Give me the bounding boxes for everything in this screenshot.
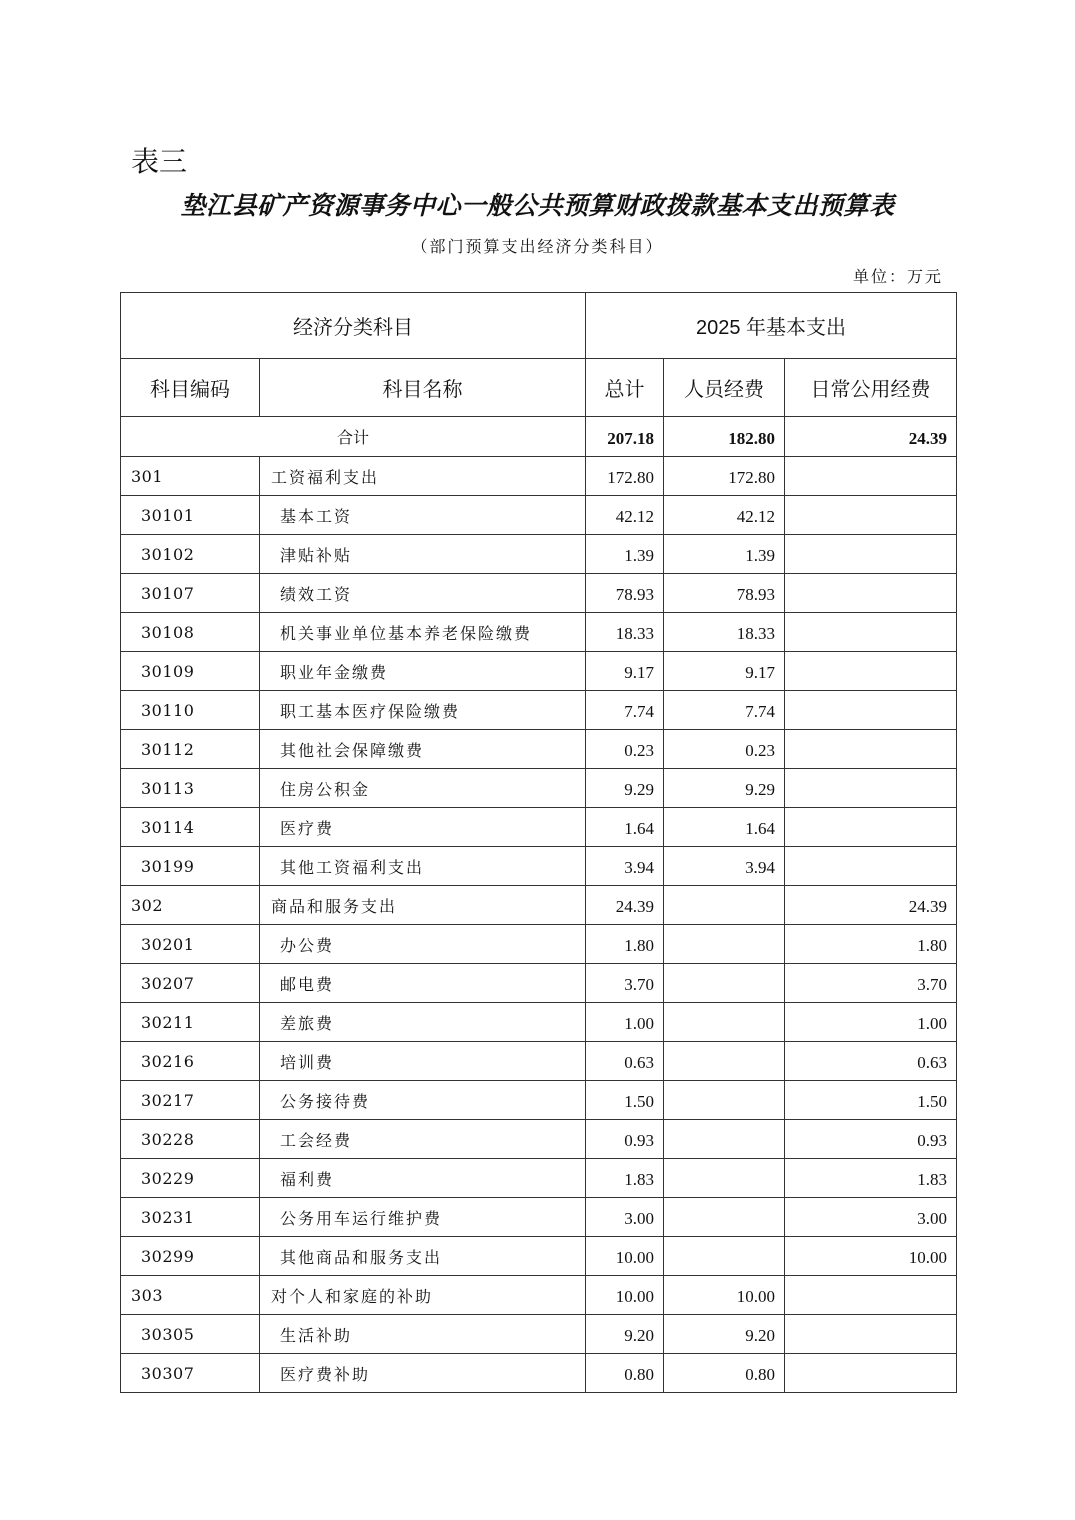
row-total: 1.83 [586, 1159, 664, 1198]
row-total: 0.23 [586, 730, 664, 769]
total-sum: 207.18 [586, 417, 664, 457]
table-row [121, 1198, 957, 1237]
row-public [785, 613, 957, 652]
row-name: 津贴补贴 [260, 535, 586, 574]
table-row [121, 613, 957, 652]
row-public [785, 691, 957, 730]
row-total: 42.12 [586, 496, 664, 535]
row-code: 30112 [121, 730, 260, 769]
row-public: 10.00 [785, 1237, 957, 1276]
row-total: 0.80 [586, 1354, 664, 1393]
row-name: 培训费 [260, 1042, 586, 1081]
row-personnel [664, 964, 785, 1003]
table-row [121, 925, 957, 964]
row-code: 30231 [121, 1198, 260, 1237]
row-total: 10.00 [586, 1276, 664, 1315]
row-personnel [664, 1237, 785, 1276]
unit-label: 单位：万元 [852, 267, 943, 286]
row-total: 1.50 [586, 1081, 664, 1120]
row-name: 机关事业单位基本养老保险缴费 [260, 613, 586, 652]
header-public: 日常公用经费 [785, 359, 957, 417]
row-code: 30229 [121, 1159, 260, 1198]
row-total: 9.17 [586, 652, 664, 691]
table-row [121, 886, 957, 925]
table-row [121, 1159, 957, 1198]
row-total: 1.39 [586, 535, 664, 574]
row-code: 30108 [121, 613, 260, 652]
row-personnel: 18.33 [664, 613, 785, 652]
row-name: 福利费 [260, 1159, 586, 1198]
row-name: 其他商品和服务支出 [260, 1237, 586, 1276]
row-code: 302 [121, 886, 260, 925]
row-public [785, 535, 957, 574]
row-public [785, 652, 957, 691]
row-code: 30217 [121, 1081, 260, 1120]
table-row [121, 652, 957, 691]
row-total: 1.80 [586, 925, 664, 964]
row-personnel [664, 1081, 785, 1120]
row-total: 1.00 [586, 1003, 664, 1042]
row-name: 基本工资 [260, 496, 586, 535]
row-public: 0.63 [785, 1042, 957, 1081]
table-row [121, 535, 957, 574]
row-public [785, 1276, 957, 1315]
row-name: 职工基本医疗保险缴费 [260, 691, 586, 730]
row-code: 30114 [121, 808, 260, 847]
row-public [785, 496, 957, 535]
row-total: 1.64 [586, 808, 664, 847]
table-row [121, 691, 957, 730]
row-public [785, 730, 957, 769]
table-row [121, 847, 957, 886]
row-code: 30113 [121, 769, 260, 808]
row-name: 绩效工资 [260, 574, 586, 613]
row-code: 30211 [121, 1003, 260, 1042]
row-name: 公务用车运行维护费 [260, 1198, 586, 1237]
row-code: 301 [121, 457, 260, 496]
row-personnel: 9.20 [664, 1315, 785, 1354]
row-code: 30305 [121, 1315, 260, 1354]
row-personnel: 172.80 [664, 457, 785, 496]
page-subtitle: （部门预算支出经济分类科目） [411, 237, 664, 256]
row-public [785, 769, 957, 808]
row-name: 邮电费 [260, 964, 586, 1003]
row-total: 172.80 [586, 457, 664, 496]
row-total: 18.33 [586, 613, 664, 652]
row-total: 24.39 [586, 886, 664, 925]
table-row [121, 1315, 957, 1354]
row-public: 1.80 [785, 925, 957, 964]
row-code: 30101 [121, 496, 260, 535]
row-name: 公务接待费 [260, 1081, 586, 1120]
table-row [121, 1237, 957, 1276]
table-row [121, 769, 957, 808]
row-personnel: 1.64 [664, 808, 785, 847]
header-code: 科目编码 [121, 359, 260, 417]
row-personnel [664, 925, 785, 964]
row-total: 0.63 [586, 1042, 664, 1081]
table-row [121, 1276, 957, 1315]
row-personnel [664, 1120, 785, 1159]
row-public: 24.39 [785, 886, 957, 925]
row-public: 1.83 [785, 1159, 957, 1198]
row-code: 30102 [121, 535, 260, 574]
header-total: 总计 [586, 359, 664, 417]
row-total: 78.93 [586, 574, 664, 613]
row-total: 3.70 [586, 964, 664, 1003]
row-name: 职业年金缴费 [260, 652, 586, 691]
total-row [121, 417, 957, 457]
row-public [785, 457, 957, 496]
row-name: 其他工资福利支出 [260, 847, 586, 886]
total-personnel: 182.80 [664, 417, 785, 457]
row-personnel: 0.80 [664, 1354, 785, 1393]
row-code: 30110 [121, 691, 260, 730]
row-public [785, 808, 957, 847]
row-personnel [664, 886, 785, 925]
row-total: 9.29 [586, 769, 664, 808]
row-code: 303 [121, 1276, 260, 1315]
table-row [121, 457, 957, 496]
row-public: 3.70 [785, 964, 957, 1003]
header-economic-category: 经济分类科目 [121, 293, 586, 359]
row-name: 住房公积金 [260, 769, 586, 808]
header-personnel: 人员经费 [664, 359, 785, 417]
row-public: 1.50 [785, 1081, 957, 1120]
row-personnel: 3.94 [664, 847, 785, 886]
row-public: 3.00 [785, 1198, 957, 1237]
row-personnel [664, 1003, 785, 1042]
row-public [785, 574, 957, 613]
header-basic-expenditure: 2025 年基本支出 [586, 293, 957, 359]
row-code: 30228 [121, 1120, 260, 1159]
page-title: 垫江县矿产资源事务中心一般公共预算财政拨款基本支出预算表 [180, 191, 895, 220]
row-code: 30207 [121, 964, 260, 1003]
row-code: 30107 [121, 574, 260, 613]
total-public: 24.39 [785, 417, 957, 457]
row-code: 30216 [121, 1042, 260, 1081]
table-row [121, 1120, 957, 1159]
row-total: 3.00 [586, 1198, 664, 1237]
row-personnel: 7.74 [664, 691, 785, 730]
row-code: 30299 [121, 1237, 260, 1276]
row-personnel: 78.93 [664, 574, 785, 613]
row-personnel [664, 1198, 785, 1237]
row-personnel: 9.29 [664, 769, 785, 808]
row-code: 30109 [121, 652, 260, 691]
row-public: 1.00 [785, 1003, 957, 1042]
table-row [121, 1003, 957, 1042]
row-public: 0.93 [785, 1120, 957, 1159]
row-personnel: 10.00 [664, 1276, 785, 1315]
table-row [121, 574, 957, 613]
row-personnel: 9.17 [664, 652, 785, 691]
row-total: 3.94 [586, 847, 664, 886]
row-name: 生活补助 [260, 1315, 586, 1354]
row-total: 10.00 [586, 1237, 664, 1276]
row-name: 对个人和家庭的补助 [260, 1276, 586, 1315]
row-code: 30199 [121, 847, 260, 886]
header-name: 科目名称 [260, 359, 586, 417]
row-name: 工会经费 [260, 1120, 586, 1159]
row-personnel: 0.23 [664, 730, 785, 769]
table-row [121, 1042, 957, 1081]
table-row [121, 964, 957, 1003]
table-label: 表三 [131, 145, 188, 178]
budget-table [120, 292, 957, 1393]
table-row [121, 496, 957, 535]
row-personnel: 42.12 [664, 496, 785, 535]
row-name: 办公费 [260, 925, 586, 964]
row-code: 30307 [121, 1354, 260, 1393]
row-personnel [664, 1159, 785, 1198]
row-name: 商品和服务支出 [260, 886, 586, 925]
row-total: 7.74 [586, 691, 664, 730]
total-label: 合计 [121, 417, 586, 457]
table-row [121, 1354, 957, 1393]
row-name: 医疗费补助 [260, 1354, 586, 1393]
row-personnel [664, 1042, 785, 1081]
row-name: 工资福利支出 [260, 457, 586, 496]
table-row [121, 1081, 957, 1120]
row-personnel: 1.39 [664, 535, 785, 574]
row-public [785, 847, 957, 886]
row-total: 0.93 [586, 1120, 664, 1159]
row-public [785, 1354, 957, 1393]
table-row [121, 808, 957, 847]
row-code: 30201 [121, 925, 260, 964]
row-name: 医疗费 [260, 808, 586, 847]
row-total: 9.20 [586, 1315, 664, 1354]
row-name: 差旅费 [260, 1003, 586, 1042]
table-row [121, 730, 957, 769]
row-name: 其他社会保障缴费 [260, 730, 586, 769]
row-public [785, 1315, 957, 1354]
